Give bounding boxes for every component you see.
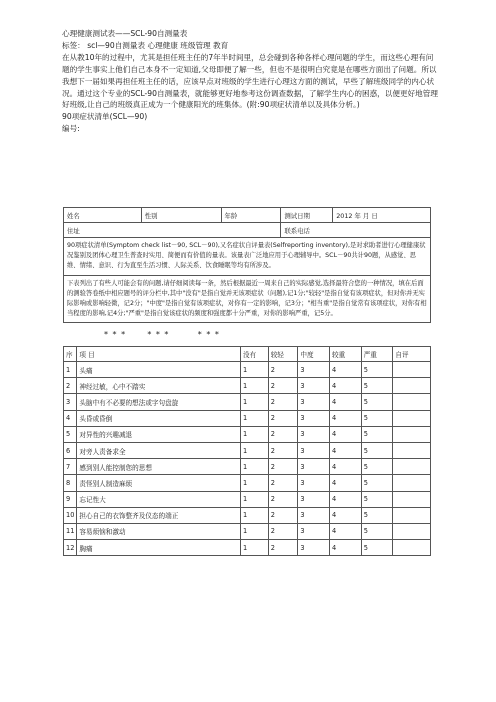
score-none: 1 [240,394,268,410]
score-moderate: 3 [298,540,330,556]
score-moderate: 3 [298,459,330,475]
item-rows [64,362,431,556]
item-text: 担心自己的衣饰整齐及仪态的端正 [77,507,241,523]
self-rating-cell [393,426,431,442]
item-text: 感到别人能控制您的思想 [77,459,241,475]
item-index: 7 [64,459,77,475]
self-rating-cell [393,362,431,378]
score-severe: 4 [330,540,362,556]
score-extreme: 5 [361,507,393,523]
score-severe: 4 [330,442,362,458]
score-extreme: 5 [361,410,393,426]
table-row [64,378,431,394]
score-moderate: 3 [298,523,330,539]
table-row [64,362,431,378]
score-extreme: 5 [361,540,393,556]
score-severe: 4 [330,426,362,442]
score-extreme: 5 [361,459,393,475]
separator-stars: * * * * * * * * * [104,330,220,339]
score-extreme: 5 [361,523,393,539]
table-row [64,459,431,475]
score-none: 1 [240,507,268,523]
score-mild: 2 [268,442,298,458]
self-rating-cell [393,475,431,491]
header-mild: 较轻 [268,347,298,362]
item-index: 9 [64,491,77,507]
header-none: 没有 [240,347,268,362]
tags-line: 标签： scl—90自测量表 心理健康 班级管理 教育 [62,40,229,50]
score-mild: 2 [268,362,298,378]
checklist-title: 90项症状清单(SCL—90) [62,112,148,122]
score-mild: 2 [268,410,298,426]
self-rating-cell [393,491,431,507]
item-text: 胸痛 [77,540,241,556]
info-row-address [64,223,431,238]
test-date-label: 测试日期 [281,208,333,223]
score-extreme: 5 [361,491,393,507]
table-row [64,426,431,442]
table-row [64,442,431,458]
score-severe: 4 [330,410,362,426]
item-text: 对旁人责备求全 [77,442,241,458]
score-mild: 2 [268,507,298,523]
score-none: 1 [240,491,268,507]
item-text: 容易烦恼和激动 [77,523,241,539]
score-extreme: 5 [361,475,393,491]
score-extreme: 5 [361,394,393,410]
score-moderate: 3 [298,507,330,523]
item-index: 2 [64,378,77,394]
score-severe: 4 [330,491,362,507]
table-row [64,475,431,491]
score-mild: 2 [268,394,298,410]
score-none: 1 [240,378,268,394]
header-extreme: 严重 [361,347,393,362]
item-text: 忘记性大 [77,491,241,507]
header-self-rating: 自评 [393,347,431,362]
item-text: 头昏或昏倒 [77,410,241,426]
table-row [64,507,431,523]
score-mild: 2 [268,491,298,507]
score-extreme: 5 [361,378,393,394]
item-text: 头痛 [77,362,241,378]
score-none: 1 [240,442,268,458]
score-mild: 2 [268,459,298,475]
test-date-value: 2012 年 月 日 [333,208,431,223]
score-moderate: 3 [298,362,330,378]
info-table [63,207,431,323]
table-row [64,394,431,410]
item-text: 神经过敏，心中不踏实 [77,378,241,394]
number-label: 编号: [62,124,80,134]
score-none: 1 [240,459,268,475]
score-moderate: 3 [298,426,330,442]
item-index: 10 [64,507,77,523]
info-row-instructions [64,275,431,323]
item-index: 6 [64,442,77,458]
score-moderate: 3 [298,475,330,491]
score-mild: 2 [268,426,298,442]
score-extreme: 5 [361,442,393,458]
info-row-personal [64,208,431,223]
self-rating-cell [393,442,431,458]
item-index: 3 [64,394,77,410]
scoring-instructions: 下表列出了有些人可能会有的问题,请仔细阅读每一条，然后根据最近一周来自己的实际感觉,选择最符合您的一种情况，填在后面的测验答卷纸中相应题号的评分栏中,其中"没有"是指自觉并无该项症状（问题),记1分;"较轻"是指自觉有该项症状，但对你并无实际影响或影响轻微，记2分；"中度"是指自觉有该项症状，对你有一定的影响，记3分；"相当重"是指自觉常有该项症状，对你有相当程度的影响,记4分;"严重"是指自觉该症状的频度和强度都十分严重，对你的影响严重，记5分。 [64,275,431,323]
table-row [64,540,431,556]
score-none: 1 [240,523,268,539]
score-mild: 2 [268,378,298,394]
score-severe: 4 [330,394,362,410]
score-extreme: 5 [361,426,393,442]
info-row-description [64,238,431,276]
table-row [64,523,431,539]
item-index: 8 [64,475,77,491]
address-label: 住址 [64,223,281,238]
self-rating-cell [393,540,431,556]
self-rating-cell [393,507,431,523]
score-severe: 4 [330,507,362,523]
score-moderate: 3 [298,442,330,458]
name-label: 姓名 [64,208,142,223]
header-severe: 较重 [330,347,362,362]
score-severe: 4 [330,378,362,394]
score-mild: 2 [268,540,298,556]
phone-label: 联系电话 [281,223,431,238]
age-label: 年龄 [221,208,281,223]
score-none: 1 [240,410,268,426]
table-row [64,410,431,426]
score-none: 1 [240,362,268,378]
score-mild: 2 [268,523,298,539]
intro-paragraph: 在从教10年的过程中，尤其是担任班主任的7年半时间里，总会碰到各种各样心理问题的学生，而这些心理有问题的学生事实上他们自己本身不一定知道,父母即便了解一些，但也不是很明白究竟是在哪些方面出了问题。所以我想下一届如果再担任班主任的话，应该早点对班级的学生进行心理这方面的测试，早些了解班级同学的内心状况。通过这个专业的SCL-90自测量表，就能够更好地参考这份调查数据，了解学生内心的困惑，以便更好地管理好班级,让自己的班级真正成为一个健康阳光的班集体。(附:90项症状清单以及具体分析。) [62,52,438,110]
score-none: 1 [240,540,268,556]
item-text: 头脑中有不必要的想法或字句盘旋 [77,394,241,410]
score-severe: 4 [330,459,362,475]
self-rating-cell [393,459,431,475]
item-text: 责怪别人制造麻烦 [77,475,241,491]
self-rating-cell [393,410,431,426]
header-index: 序 [64,347,77,362]
table-header-row [64,347,431,362]
item-text: 对异性的兴趣减退 [77,426,241,442]
item-index: 5 [64,426,77,442]
score-none: 1 [240,475,268,491]
header-moderate: 中度 [298,347,330,362]
score-moderate: 3 [298,378,330,394]
score-mild: 2 [268,475,298,491]
item-index: 11 [64,523,77,539]
symptom-items-table [63,346,431,556]
item-index: 4 [64,410,77,426]
scl90-description: 90项症状清单(Symptom check list－90, SCL－90),又名症状自评量表(Selfreporting inventory),是对求助者进行心理健康状况鉴别及团体心理卫生普查时实用、简便而有价值的量表。该量表广泛地应用于心理辅导中。SCL－90共计90题，从感觉、思维、情绪、意识、行为直至生活习惯、人际关系、饮食睡眠等均有所涉及。 [64,238,431,276]
gender-label: 性别 [141,208,221,223]
self-rating-cell [393,523,431,539]
score-moderate: 3 [298,394,330,410]
score-severe: 4 [330,523,362,539]
self-rating-cell [393,378,431,394]
table-row [64,491,431,507]
score-moderate: 3 [298,491,330,507]
document-title: 心理健康测试表——SCL-90自测量表 [62,29,188,38]
score-moderate: 3 [298,410,330,426]
self-rating-cell [393,394,431,410]
score-none: 1 [240,426,268,442]
score-extreme: 5 [361,362,393,378]
header-item: 项 目 [77,347,241,362]
score-severe: 4 [330,362,362,378]
item-index: 12 [64,540,77,556]
item-index: 1 [64,362,77,378]
intro-section [62,28,438,135]
score-severe: 4 [330,475,362,491]
